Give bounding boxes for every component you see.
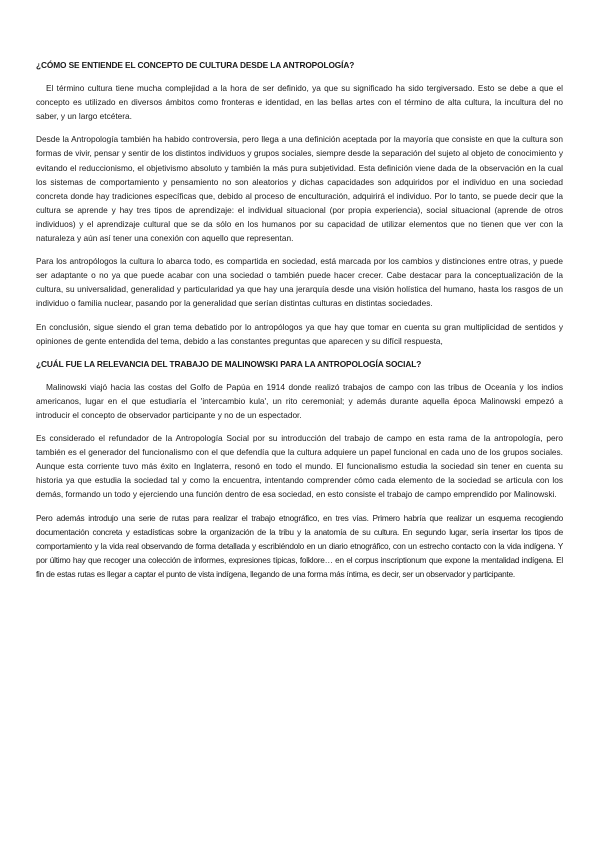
paragraph: El término cultura tiene mucha complejidad a la hora de ser definido, ya que su significado ha sido tergiversado. Esto se debe a que el concepto es utilizado en diversos ámbitos como fronteras e identidad, en las bellas artes con el término de alta cultura, la incultura del no saber, y un largo etcétera.: [36, 83, 563, 122]
section-heading-culture: ¿CÓMO SE ENTIENDE EL CONCEPTO DE CULTURA DESDE LA ANTROPOLOGÍA?: [36, 60, 355, 70]
section-heading-malinowski: ¿CUÁL FUE LA RELEVANCIA DEL TRABAJO DE MALINOWSKI PARA LA ANTROPOLOGÍA SOCIAL?: [36, 358, 422, 369]
paragraph: Es considerado el refundador de la Antropología Social por su introducción del trabajo de campo en esta rama de la antropología, pero también es el generador del funcionalismo con el que defendía que la cultura adquiere un papel funcional en cada uno de los grupos sociales. Aunque esta corriente tuvo más éxito en Inglaterra, resonó en todo el mundo. El funcionalismo estudia la sociedad sin tener en cuenta su historia ya que estudia la sociedad tal y como la encuentra, intentando comprender cómo cada elemento de la sociedad se articula con los demás, formando un todo y ejerciendo una función dentro de esa sociedad, en esto consiste el trabajo de campo emprendido por Malinowski.: [36, 433, 563, 500]
paragraph: Desde la Antropología también ha habido controversia, pero llega a una definición aceptada por la mayoría que consiste en que la cultura son formas de vivir, pensar y sentir de los distintos individuos y grupos sociales, siempre desde la separación del sujeto al objeto de conocimiento y evitando el reduccionismo, el objetivismo absoluto y también la más pura subjetividad. Esta definición viene dada de la observación en la cual los sistemas de comportamiento y pensamiento no son aleatorios y dichas capacidades son adquiridos por el individuo en una sociedad concreta donde hay tradiciones específicas que, debido al proceso de enculturación, adquirirá el individuo. Por lo tanto, se puede decir que la cultura se aprende y hay tres tipos de aprendizaje: el individual situacional (por propia experiencia), social situacional (aprende de otros individuos) y el aprendizaje cultural que se da sólo en los humanos por su capacidad de utilizar elementos que no tienen que ver con la naturaleza y aún así tener una conexión con aquello que representan.: [36, 134, 563, 244]
paragraph: Pero además introdujo una serie de rutas para realizar el trabajo etnográfico, en tres vías. Primero habría que realizar un esquema recogiendo documentación concreta y estadísticas sobre la organización de la tribu y la anatomía de su cultura. En segundo lugar, sería insertar los tipos de comportamiento y la vida real observando de forma detallada y escribiéndolo en un diario etnográfico, con un estrecho contacto con la vida indígena. Y por último hay que recoger una colección de informes, expresiones típicas, folklore… en el corpus inscriptionum que expone la mentalidad indígena. El fin de estas rutas es llegar a captar el punto de vista indígena, llegando de una forma más íntima, es decir, ser un observador y participante.: [36, 512, 563, 579]
paragraph: Para los antropólogos la cultura lo abarca todo, es compartida en sociedad, está marcada por los cambios y distinciones entre otras, y puede ser adaptante o no ya que puede acabar con una sociedad o también puede hacer crecer. Cabe destacar para la conceptualización de la cultura, su universalidad, generalidad y particularidad ya que hay una jerarquía desde una visión holística del humano, hasta los rasgos de un individuo o familia nuclear, pasando por la generalidad que serían distintas culturas en distintas sociedades.: [36, 256, 563, 309]
paragraph: Malinowski viajó hacia las costas del Golfo de Papúa en 1914 donde realizó trabajos de campo con las tribus de Oceanía y los indios americanos, lugar en el que estudiaría el 'intercambio kula', un rito ceremonial; y además durante aquella época Malinowski empezó a introducir el concepto de observador participante y no de un espectador.: [36, 381, 563, 420]
paragraph: En conclusión, sigue siendo el gran tema debatido por lo antropólogos ya que hay que tomar en cuenta su gran multiplicidad de sentidos y opiniones de gente entendida del tema, debido a las constantes preguntas que aparecen y su difícil respuesta,: [36, 321, 563, 346]
